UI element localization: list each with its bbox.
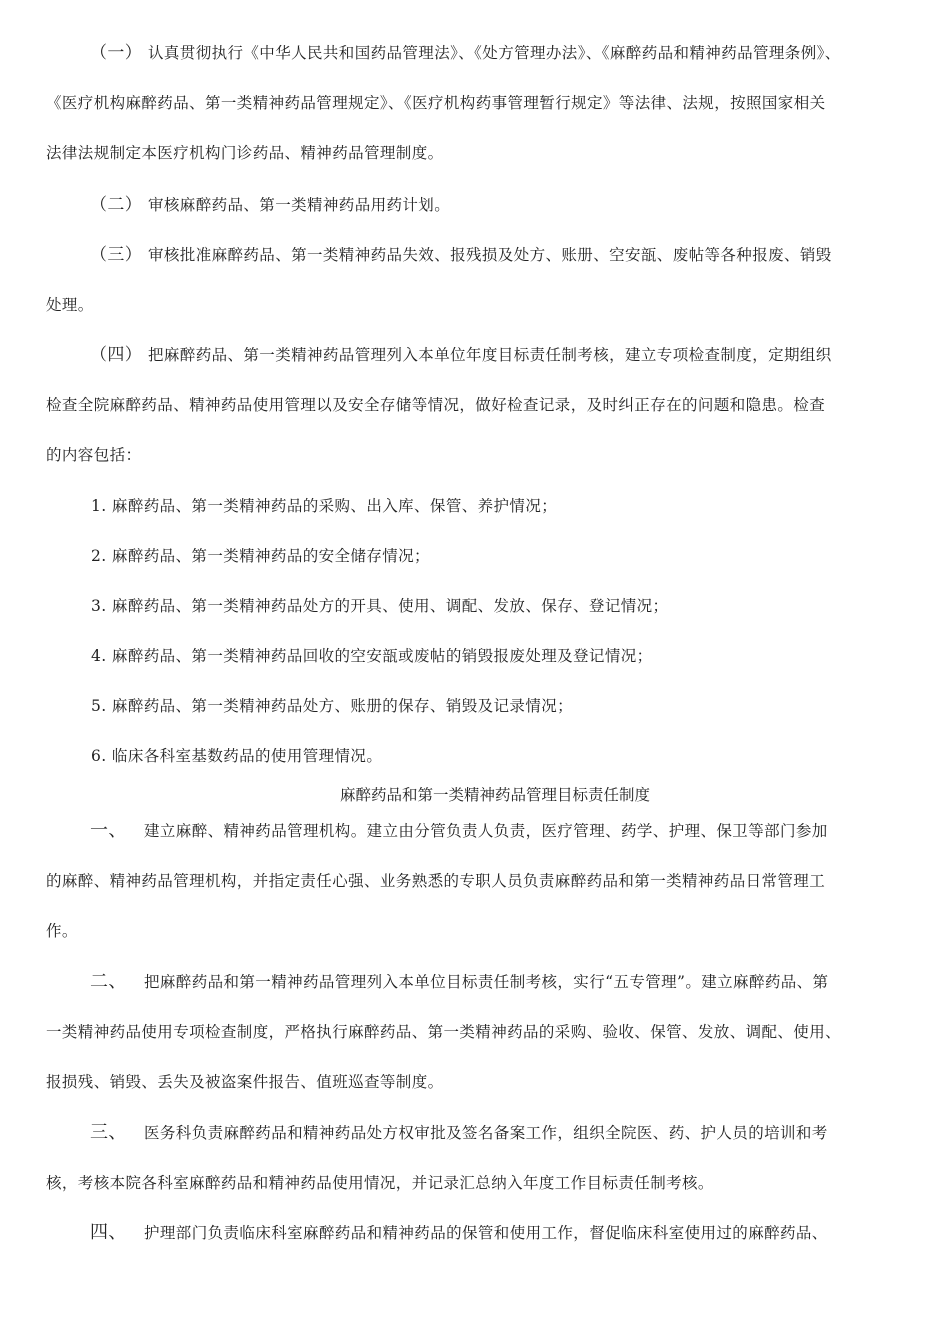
paragraph-line: 一类精神药品使用专项检查制度，严格执行麻醉药品、第一类精神药品的采购、验收、保管、发放、调配、使用、 — [46, 1023, 842, 1041]
paragraph-line: 核，考核本院各科室麻醉药品和精神药品使用情况，并记录汇总纳入年度工作目标责任制考核。 — [46, 1174, 714, 1192]
paragraph-line: 《医疗机构麻醉药品、第一类精神药品管理规定》、《医疗机构药事管理暂行规定》等法律、法规，按照国家相关 — [46, 94, 826, 112]
paragraph-1 — [46, 28, 912, 178]
paragraph-marker: （二） — [90, 195, 143, 215]
list-item: 4. 麻醉药品、第一类精神药品回收的空安瓿或废帖的销毁报废处理及登记情况； — [91, 647, 653, 665]
paragraph-line: 处理。 — [46, 296, 94, 314]
section-marker: 一、 — [90, 820, 127, 841]
paragraph-line: 建立麻醉、精神药品管理机构。建立由分管负责人负责，医疗管理、药学、护理、保卫等部门参加 — [144, 822, 828, 840]
paragraph-marker: （三） — [90, 245, 143, 265]
list-item: 2. 麻醉药品、第一类精神药品的安全储存情况； — [91, 547, 430, 565]
section-marker: 三、 — [90, 1122, 127, 1143]
paragraph-marker: （一） — [90, 43, 143, 63]
paragraph-line: 的内容包括： — [46, 446, 142, 464]
paragraph-line: 检查全院麻醉药品、精神药品使用管理以及安全存储等情况，做好检查记录，及时纠正存在的问题和隐患。检查 — [46, 396, 826, 414]
paragraph-line: 护理部门负责临床科室麻醉药品和精神药品的保管和使用工作，督促临床科室使用过的麻醉药品、 — [144, 1224, 828, 1242]
list-item: 5. 麻醉药品、第一类精神药品处方、账册的保存、销毁及记录情况； — [91, 697, 574, 715]
section-3 — [46, 1108, 912, 1208]
paragraph-line: 把麻醉药品、第一类精神药品管理列入本单位年度目标责任制考核，建立专项检查制度，定期组织 — [148, 346, 832, 364]
section-marker: 二、 — [90, 971, 127, 992]
paragraph-3 — [46, 230, 912, 330]
section-marker: 四、 — [90, 1222, 127, 1243]
paragraph-line: 认真贯彻执行《中华人民共和国药品管理法》、《处方管理办法》、《麻醉药品和精神药品管理条例》、 — [148, 44, 841, 62]
section-4 — [46, 1208, 912, 1258]
paragraph-marker: （四） — [90, 345, 143, 365]
paragraph-line: 医务科负责麻醉药品和精神药品处方权审批及签名备案工作，组织全院医、药、护人员的培训和考 — [144, 1124, 828, 1142]
paragraph-line: 的麻醉、精神药品管理机构，并指定责任心强、业务熟悉的专职人员负责麻醉药品和第一类精神药品日常管理工 — [46, 872, 826, 890]
paragraph-line: 审核麻醉药品、第一类精神药品用药计划。 — [148, 196, 451, 214]
paragraph-4 — [46, 330, 912, 480]
list-item: 3. 麻醉药品、第一类精神药品处方的开具、使用、调配、发放、保存、登记情况； — [91, 597, 669, 615]
section-1 — [46, 806, 912, 956]
paragraph-2 — [46, 180, 912, 230]
paragraph-line: 报损残、销毁、丢失及被盗案件报告、值班巡查等制度。 — [46, 1073, 444, 1091]
list-item: 1. 麻醉药品、第一类精神药品的采购、出入库、保管、养护情况； — [91, 497, 558, 515]
paragraph-line: 把麻醉药品和第一精神药品管理列入本单位目标责任制考核，实行“五专管理”。建立麻醉药品、第 — [144, 973, 829, 991]
paragraph-line: 作。 — [46, 922, 78, 940]
paragraph-line: 审核批准麻醉药品、第一类精神药品失效、报残损及处方、账册、空安瓿、废帖等各种报废、销毁 — [148, 246, 832, 264]
list-item: 6. 临床各科室基数药品的使用管理情况。 — [91, 747, 383, 765]
paragraph-line: 法律法规制定本医疗机构门诊药品、精神药品管理制度。 — [46, 144, 444, 162]
section-2 — [46, 957, 912, 1107]
section-title: 麻醉药品和第一类精神药品管理目标责任制度 — [339, 786, 650, 804]
